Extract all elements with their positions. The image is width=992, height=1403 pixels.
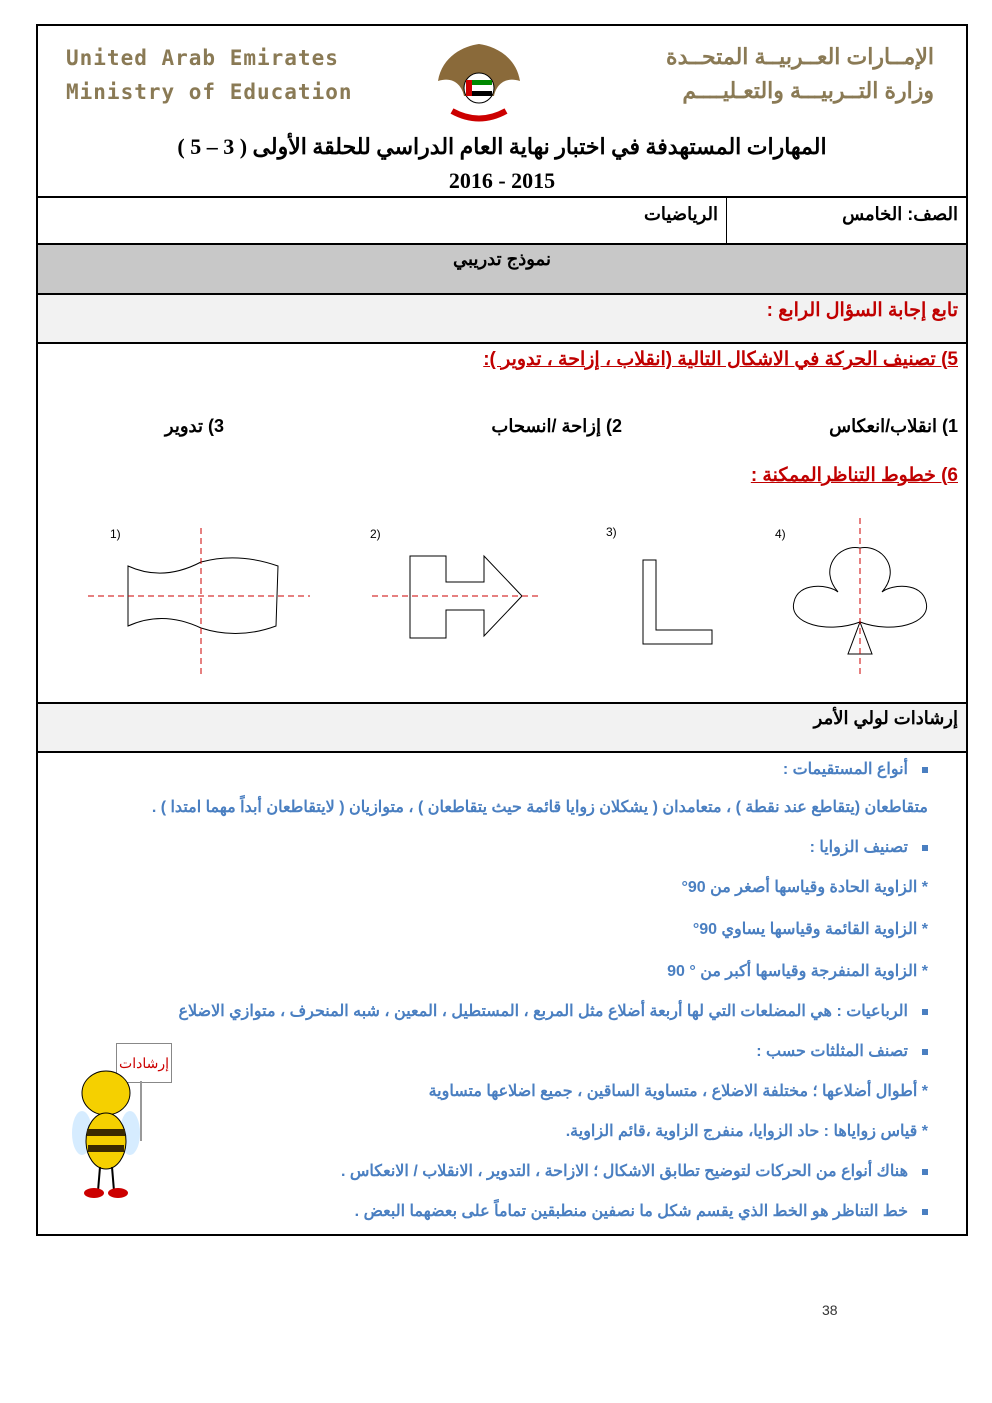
grade-label: الصف: الخامس (842, 204, 958, 224)
figure-label-3: 3) (606, 525, 617, 539)
guidance-line: * أطوال أضلاعها ؛ مختلفة الاضلاع ، متساوية الساقين ، جميع اضلاعها متساوية (428, 1083, 928, 1100)
bee-icon (68, 1053, 148, 1203)
continuation-label: تابع إجابة السؤال الرابع : (766, 300, 958, 321)
q5-title: 5) تصنيف الحركة في الاشكال التالية (انقلاب ، إزاحة ، تدوير ): (483, 349, 958, 370)
answers-section (38, 342, 966, 702)
bee-mascot (68, 1043, 178, 1203)
guidance-section (38, 751, 966, 1236)
guidance-heading: إرشادات لولي الأمر (813, 708, 958, 728)
subject-label: الرياضيات (643, 204, 718, 224)
guidance-line: هناك أنواع من الحركات لتوضيح تطابق الاشكال ؛ الازاحة ، التدوير ، الانقلاب / الانعكاس . (341, 1161, 928, 1181)
model-row (38, 243, 966, 293)
school-year: 2016 - 2015 (448, 168, 556, 193)
page-number: 38 (822, 1302, 838, 1318)
org-ar-line1: الإمــارات العــربيــة المتحــدة (666, 44, 934, 69)
page-title: المهارات المستهدفة في اختبار نهاية العام الدراسي للحلقة الأولى ( 3 – 5 ) (177, 134, 827, 159)
guidance-header-row (38, 702, 966, 752)
l-shape (643, 560, 712, 644)
emblem-icon (434, 36, 524, 126)
model-label: نموذج تدريبي (453, 249, 551, 269)
q5-answer-2: 2) إزاحة /انسحاب (491, 416, 622, 436)
guidance-line: * الزاوية الحادة وقياسها أصغر من 90° (681, 879, 928, 896)
figure-label-4: 4) (775, 527, 786, 541)
guidance-line: * الزاوية المنفرجة وقياسها أكبر من ° 90 (667, 963, 928, 980)
guidance-line: أنواع المستقيمات : (783, 759, 928, 779)
figure-label-2: 2) (370, 527, 381, 541)
arrow-shape (410, 556, 522, 638)
guidance-line: * قياس زواياها : حاد الزوايا، منفرج الزاوية ،قائم الزاوية. (565, 1123, 928, 1140)
org-en-line1: United Arab Emirates (66, 46, 339, 70)
guidance-line: متقاطعان (يتقاطع عند نقطة ) ، متعامدان ( يشكلان زوايا قائمة حيث يتقاطعان ) ، متوازيان ( لايتقاطعان أبداً مهما امتدا ) . (151, 799, 928, 816)
symmetry-figures (38, 514, 966, 689)
q5-answer-1: 1) انقلاب/انعكاس (829, 416, 958, 436)
q5-answer-3: 3) تدوير (164, 416, 224, 436)
guidance-line: تصنيف الزوايا : (810, 837, 928, 857)
guidance-line: تصنف المثلثات حسب : (756, 1041, 928, 1061)
guidance-line: الرباعيات : هي المضلعات التي لها أربعة أضلاع مثل المربع ، المستطيل ، المعين ، شبه المنحرف ، متوازي الاضلاع (178, 1001, 928, 1021)
q6-title: 6) خطوط التناظرالممكنة : (750, 465, 958, 486)
figure-label-1: 1) (110, 527, 121, 541)
org-en-line2: Ministry of Education (66, 80, 353, 104)
guidance-sign: إرشادات (116, 1043, 172, 1083)
info-row (38, 196, 966, 244)
guidance-line: * الزاوية القائمة وقياسها يساوي 90° (692, 921, 928, 938)
guidance-line: خط التناظر هو الخط الذي يقسم شكل ما نصفين منطبقين تماماً على بعضهما البعض . (355, 1201, 928, 1221)
org-ar-line2: وزارة التــربيـــة والتعـليــــم (682, 78, 934, 103)
document-frame (36, 24, 968, 1236)
continuation-row (38, 293, 966, 343)
